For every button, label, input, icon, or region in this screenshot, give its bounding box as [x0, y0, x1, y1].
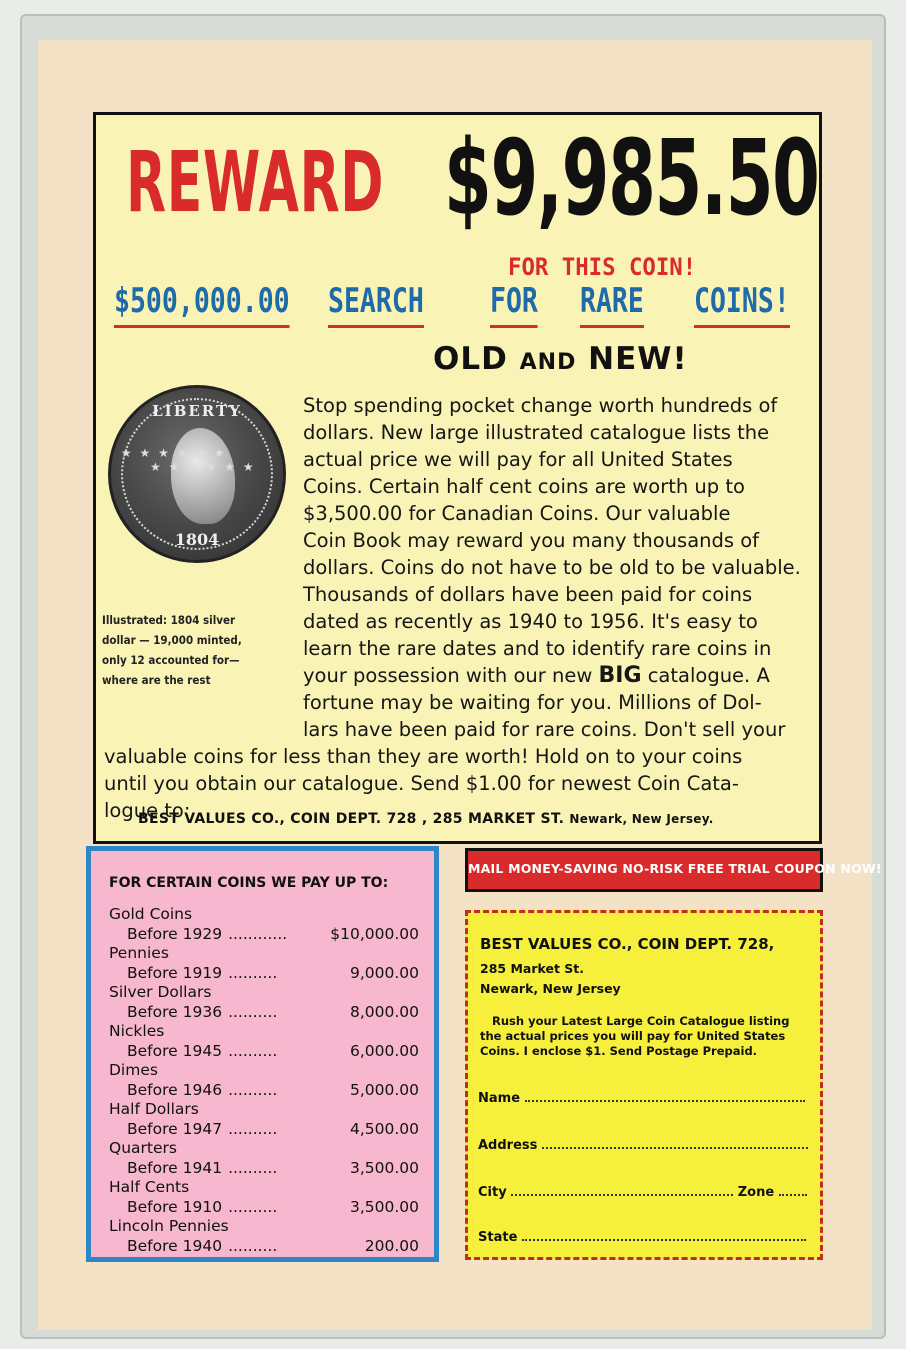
price-list-coin-type: Gold Coins	[109, 905, 193, 923]
new-word: NEW!	[588, 341, 688, 377]
coupon-banner	[465, 848, 882, 892]
price-list-row	[109, 1003, 429, 1023]
ad-body-text-wide	[104, 716, 814, 824]
price-list-leader-dots: ..........	[228, 1158, 278, 1177]
price-list-rows	[109, 905, 429, 1256]
and-word: AND	[519, 350, 577, 375]
state-label: State	[478, 1230, 518, 1245]
body-line-big	[303, 662, 813, 689]
price-list-date: Before 1910	[127, 1197, 223, 1216]
state-input-line[interactable]	[522, 1239, 806, 1241]
price-list-date: Before 1947	[127, 1119, 223, 1138]
zone-input-line[interactable]	[779, 1194, 807, 1196]
coupon-street: 285 Market St.	[480, 961, 584, 976]
caption-line: Illustrated: 1804 silver	[102, 613, 236, 627]
price-list-row	[109, 1042, 429, 1062]
big-line-after: catalogue. A	[641, 664, 770, 687]
price-list-row	[109, 1198, 429, 1218]
coupon-text-line: Coins. I enclose $1. Send Postage Prepaid.	[480, 1044, 758, 1058]
body-line: actual price we will pay for all United States	[303, 448, 733, 471]
address-label: Address	[478, 1138, 538, 1153]
coin-date-text: 1804	[174, 530, 220, 549]
body-line: logue to:	[104, 799, 191, 822]
price-list-heading: FOR CERTAIN COINS WE PAY UP TO:	[109, 875, 389, 891]
search-word-for: FOR	[490, 281, 538, 328]
coin-caption	[102, 610, 270, 690]
body-line: learn the rare dates and to identify rare coins in	[303, 637, 772, 660]
price-list-amount: 8,000.00	[349, 1002, 419, 1021]
address-input-line[interactable]	[542, 1147, 808, 1149]
city-field[interactable]	[478, 1185, 810, 1200]
search-word-search: SEARCH	[328, 281, 424, 328]
price-list-leader-dots: ............	[228, 924, 288, 943]
order-coupon[interactable]	[465, 910, 823, 1260]
state-field[interactable]	[478, 1230, 810, 1245]
name-field[interactable]	[478, 1091, 810, 1106]
city-input-line[interactable]	[511, 1194, 733, 1196]
coupon-banner-text: MAIL MONEY-SAVING NO-RISK FREE TRIAL COUPON NOW!	[468, 861, 882, 876]
price-list-coin-type: Half Dollars	[109, 1100, 199, 1118]
mailing-address	[138, 811, 714, 827]
address-city: Newark, New Jersey.	[569, 812, 714, 826]
address-main: BEST VALUES CO., COIN DEPT. 728 , 285 MARKET ST.	[138, 811, 565, 827]
body-line: Stop spending pocket change worth hundreds of	[303, 394, 778, 417]
price-list-coin-type: Dimes	[109, 1061, 158, 1079]
body-line: Coins. Certain half cent coins are worth up to	[303, 475, 745, 498]
body-line: fortune may be waiting for you. Millions of Dol-	[303, 691, 762, 714]
price-list-date: Before 1940	[127, 1236, 223, 1255]
caption-line: dollar — 19,000 minted,	[102, 633, 242, 647]
price-list-amount: 3,500.00	[349, 1197, 419, 1216]
price-list-leader-dots: ..........	[228, 1041, 278, 1060]
body-line: lars have been paid for rare coins. Don't sell your	[303, 718, 786, 741]
price-list-row	[109, 925, 429, 945]
price-list-leader-dots: ..........	[228, 1119, 278, 1138]
price-list-leader-dots: ..........	[228, 1236, 278, 1255]
price-list-row	[109, 1081, 429, 1101]
price-list-row	[109, 1237, 429, 1257]
for-this-coin-text: FOR THIS COIN!	[508, 253, 697, 281]
city-label: City	[478, 1185, 507, 1200]
body-line: dated as recently as 1940 to 1956. It's easy to	[303, 610, 758, 633]
coin-advertisement	[93, 112, 822, 844]
price-list-amount: 4,500.00	[349, 1119, 419, 1138]
silver-dollar-coin-image	[108, 385, 286, 563]
body-line: dollars. Coins do not have to be old to be valuable.	[303, 556, 801, 579]
price-list-amount: 6,000.00	[349, 1041, 419, 1060]
coupon-text-line: the actual prices you will pay for United States	[480, 1029, 786, 1043]
coin-stars: ★ ★ ★ ★ ★ ★ ★ ★ ★ ★ ★ ★	[120, 446, 274, 474]
name-input-line[interactable]	[525, 1100, 805, 1102]
zone-label: Zone	[737, 1185, 775, 1200]
body-line: until you obtain our catalogue. Send $1.00 for newest Coin Cata-	[104, 772, 739, 795]
price-list-leader-dots: ..........	[228, 963, 278, 982]
body-line: $3,500.00 for Canadian Coins. Our valuable	[303, 502, 731, 525]
price-list-amount: 9,000.00	[349, 963, 419, 982]
price-list-coin-type: Pennies	[109, 944, 169, 962]
body-line: Coin Book may reward you many thousands of	[303, 529, 760, 552]
body-line: Thousands of dollars have been paid for coins	[303, 583, 753, 606]
coupon-text-line: Rush your Latest Large Coin Catalogue listing	[492, 1014, 790, 1028]
price-list-date: Before 1945	[127, 1041, 223, 1060]
coin-liberty-text: LIBERTY	[152, 402, 242, 420]
price-list-amount: $10,000.00	[330, 924, 419, 943]
name-label: Name	[478, 1091, 521, 1106]
price-list-amount: 200.00	[364, 1236, 419, 1255]
reward-headline: REWARD	[126, 133, 385, 231]
coupon-city: Newark, New Jersey	[480, 981, 621, 996]
price-list-box	[86, 846, 439, 1262]
price-list-row	[109, 964, 429, 984]
price-list-row	[109, 1120, 429, 1140]
price-list-date: Before 1929	[127, 924, 223, 943]
search-word-coins: COINS!	[694, 281, 790, 328]
price-list-coin-type: Half Cents	[109, 1178, 190, 1196]
old-and-new-heading	[433, 341, 688, 377]
price-list-coin-type: Lincoln Pennies	[109, 1217, 229, 1235]
price-list-row	[109, 1159, 429, 1179]
big-word: BIG	[598, 663, 642, 688]
big-line-before: your possession with our new	[303, 664, 599, 687]
old-word: OLD	[433, 341, 508, 377]
price-list-leader-dots: ..........	[228, 1197, 278, 1216]
price-list-date: Before 1946	[127, 1080, 223, 1099]
price-list-date: Before 1936	[127, 1002, 223, 1021]
reward-amount: $9,985.50	[444, 117, 819, 239]
price-list-amount: 3,500.00	[349, 1158, 419, 1177]
price-list-leader-dots: ..........	[228, 1080, 278, 1099]
coupon-company: BEST VALUES CO., COIN DEPT. 728,	[480, 935, 775, 953]
price-list-coin-type: Nickles	[109, 1022, 165, 1040]
search-word-amount: $500,000.00	[114, 281, 290, 328]
price-list-coin-type: Silver Dollars	[109, 983, 212, 1001]
body-line: dollars. New large illustrated catalogue lists the	[303, 421, 770, 444]
caption-line: where are the rest	[102, 673, 211, 687]
ad-body-text	[303, 392, 813, 743]
price-list-amount: 5,000.00	[349, 1080, 419, 1099]
price-list-date: Before 1919	[127, 963, 223, 982]
caption-line: only 12 accounted for—	[102, 653, 240, 667]
price-list-leader-dots: ..........	[228, 1002, 278, 1021]
price-list-coin-type: Quarters	[109, 1139, 177, 1157]
body-line: valuable coins for less than they are worth! Hold on to your coins	[104, 745, 743, 768]
address-field[interactable]	[478, 1138, 810, 1153]
search-word-rare: RARE	[580, 281, 644, 328]
price-list-date: Before 1941	[127, 1158, 223, 1177]
